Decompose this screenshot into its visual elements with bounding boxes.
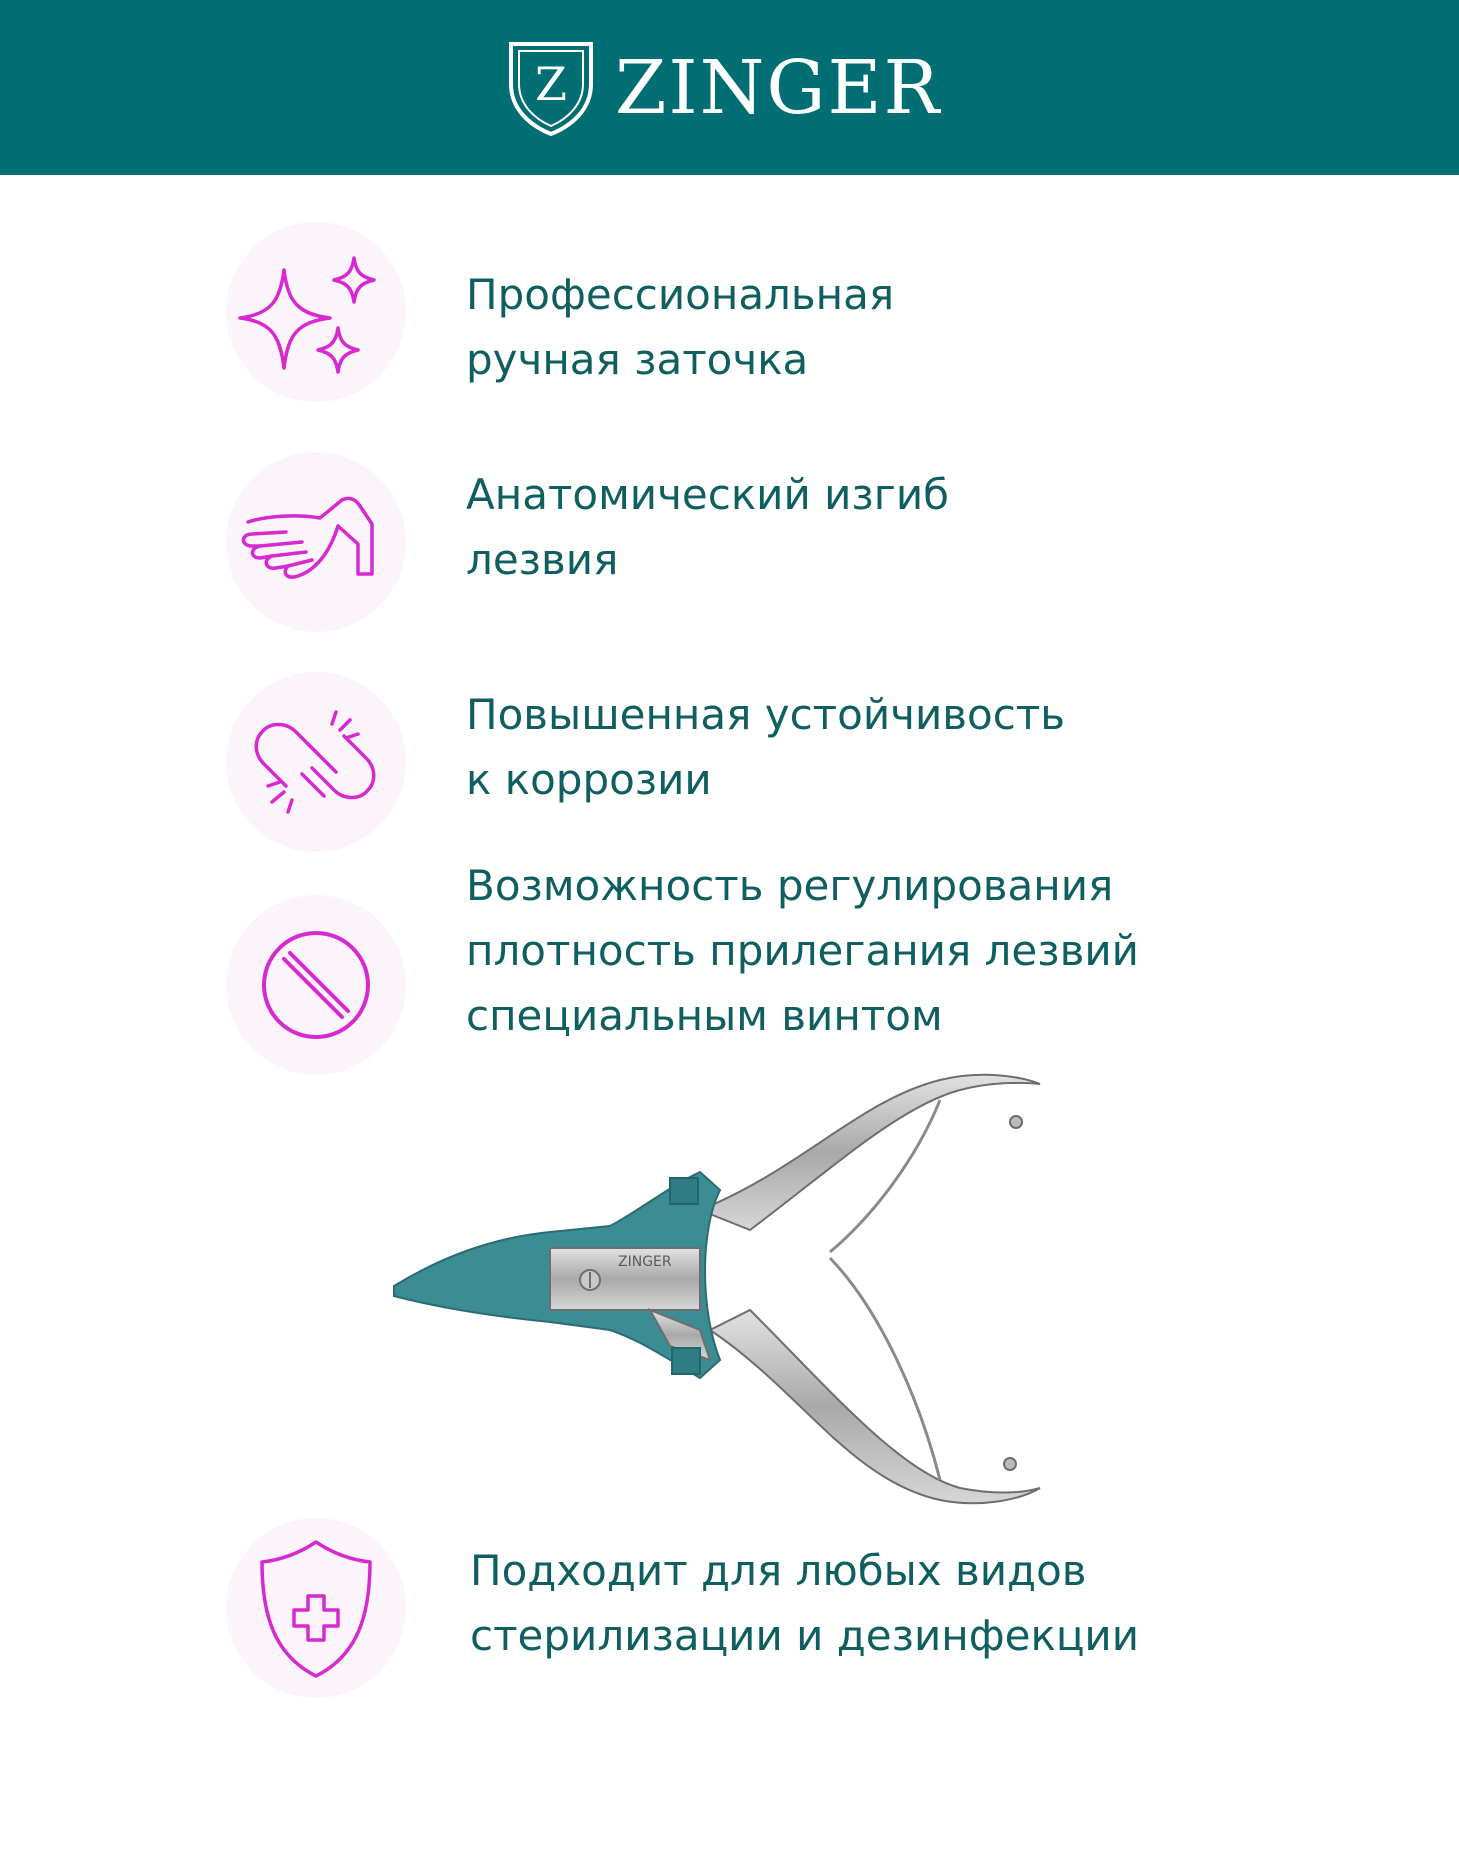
feature-text-line: лезвия <box>466 535 619 584</box>
broken-link-icon <box>226 672 406 852</box>
feature-icon-circle <box>226 895 406 1075</box>
brand-logo <box>505 38 941 138</box>
feature-text-line: Подходит для любых видов <box>470 1546 1087 1595</box>
sparkles-icon <box>226 222 406 402</box>
shield-plus-icon <box>226 1518 406 1698</box>
brand-name: ZINGER <box>615 45 942 131</box>
feature-text-line: специальным винтом <box>466 991 943 1040</box>
prohibited-icon <box>226 895 406 1075</box>
feature-icon-circle <box>226 672 406 852</box>
svg-text:Z: Z <box>535 57 567 111</box>
header-bar <box>0 0 1459 175</box>
feature-text-line: стерилизации и дезинфекции <box>470 1611 1140 1660</box>
feature-text <box>470 1538 1139 1668</box>
feature-icon-circle <box>226 452 406 632</box>
feature-text <box>466 262 894 392</box>
feature-text-line: к коррозии <box>466 755 712 804</box>
feature-text-line: плотность прилегания лезвий <box>466 926 1139 975</box>
feature-text-line: Повышенная устойчивость <box>466 690 1066 739</box>
feature-text <box>466 682 1065 812</box>
feature-text <box>466 853 1139 1048</box>
feature-icon-circle <box>226 222 406 402</box>
feature-text <box>466 462 949 592</box>
tool-engraving: ZINGER <box>618 1254 672 1270</box>
nail-nippers-image <box>380 1060 1240 1530</box>
feature-text-line: ручная заточка <box>466 335 809 384</box>
feature-text-line: Профессиональная <box>466 270 895 319</box>
zinger-shield-logo-icon <box>505 38 597 138</box>
feature-text-line: Анатомический изгиб <box>466 470 950 519</box>
hand-icon <box>226 452 406 632</box>
feature-icon-circle <box>226 1518 406 1698</box>
feature-text-line: Возможность регулирования <box>466 861 1114 910</box>
